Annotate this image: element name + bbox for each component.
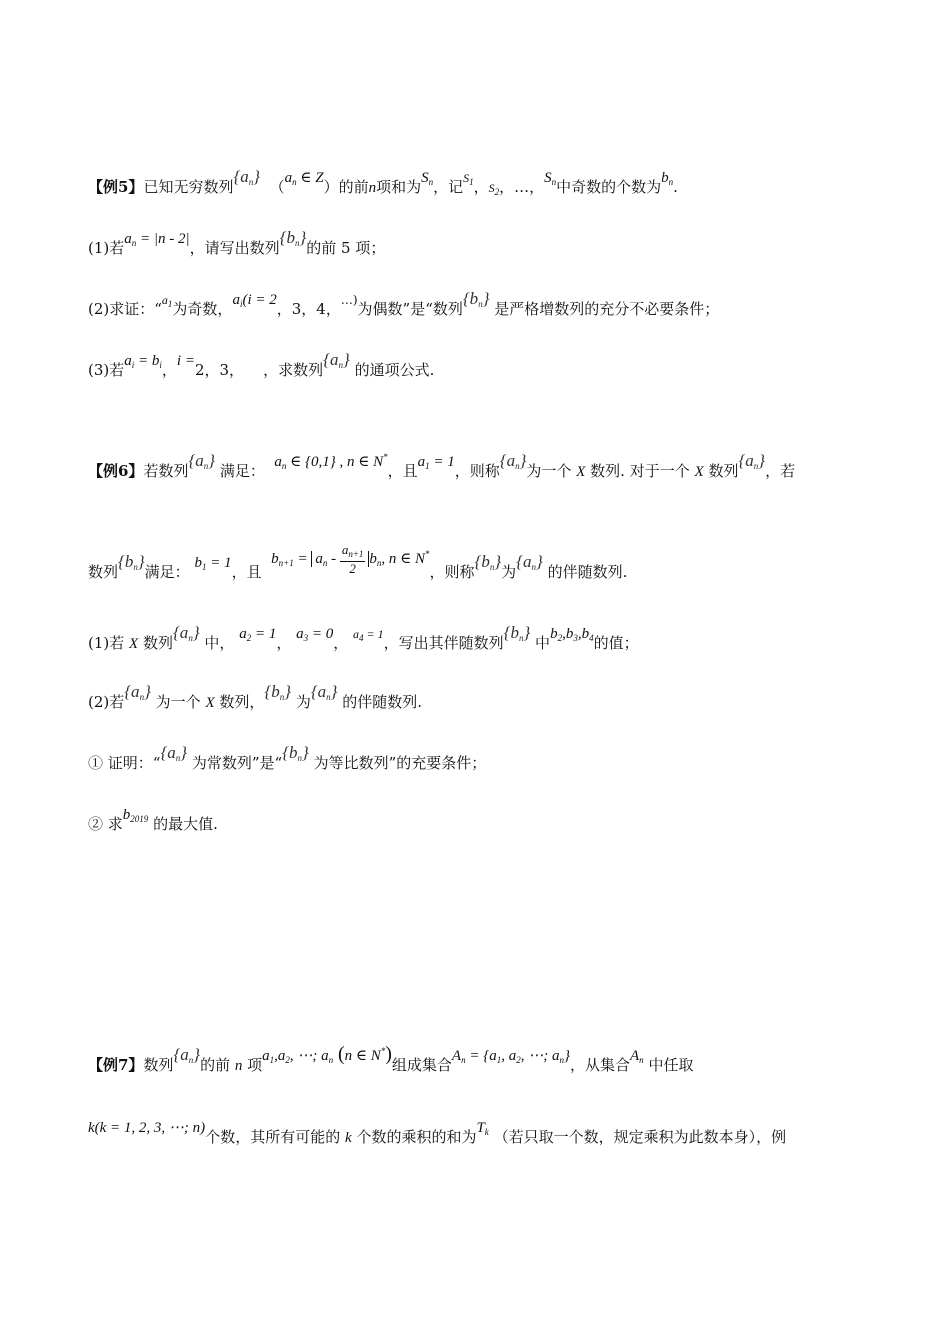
example-6-statement-cont: 数列$\{b_n\}$满足： $b_1 = 1$，且 $b_{n+1} = a_n$ - $\frac{a_{n+1}}{2}$ $b_n$, n ∈ N*，则称$\{b_n\}$为$\{a_n\}$ 的伴随数列. (88, 542, 628, 581)
example-7-label: 【例7】 (88, 1056, 144, 1074)
example-6-claim-1: ① 证明：“$\{a_n\}$ 为常数列”是“$\{b_n\}$ 为等比数列”的充要条件； (88, 743, 487, 772)
example-5-question-3: (3)若$a_i = b_i$，i =2，3， ，求数列$\{a_n\}$ 的通项公式. (88, 350, 435, 379)
sequence-a-n: $\{a_n\}$ (233, 167, 261, 187)
example-6-label: 【例6】 (88, 462, 144, 480)
example-6-statement: 【例6】若数列$\{a_n\}$ 满足： $a_n$ ∈ {0,1} , n ∈ N*，且$a_1 = 1$，则称$\{a_n\}$为一个 X 数列. 对于一个 X 数列$\{a_n\}$，若 (88, 451, 796, 480)
example-5-question-1: (1)若$a_n = |n - 2|$，请写出数列$\{b_n\}$的前 5 项； (88, 228, 386, 257)
recurrence-formula: $b_{n+1} = a_n$ - $\frac{a_{n+1}}{2}$ $b_n$, n ∈ N* (271, 542, 430, 577)
example-5-statement: 【例5】已知无穷数列$\{a_n\}$ （$a_n$ ∈ Z）的前n项和为$S_n$，记$^{S_1}$，$S_2$，…，$S_n$中奇数的个数为$b_n$. (88, 167, 678, 197)
example-5-question-2: (2)求证：“$^{a_1}$为奇数，$a_i(i = 2$，3，4，…)为偶数”是“数列$\{b_n\}$ 是严格增数列的充分不必要条件； (88, 289, 720, 318)
example-6-question-2: (2)若$\{a_n\}$ 为一个 X 数列，$\{b_n\}$ 为$\{a_n\}$ 的伴随数列. (88, 682, 423, 711)
a-n-in-z: $a_n$ ∈ Z (284, 170, 324, 187)
example-5-label: 【例5】 (88, 178, 144, 196)
example-6-question-1: (1)若 X 数列$\{a_n\}$ 中， $a_2 = 1$， $a_3 = 0$， $^{a_4 = 1}$，写出其伴随数列$\{b_n\}$ 中$b_2,b_3,b_4$的值； (88, 623, 639, 652)
example-7-statement: 【例7】数列$\{a_n\}$的前 n 项$a_1,a_2$, ⋯; $a_n$ (n ∈ N*)组成集合$A_n = \{a_1$, $a_2$, ⋯; $a_n$}，从集合$A_n$ 中任取 (88, 1043, 694, 1074)
example-7-statement-cont: k(k = 1, 2, 3, ⋯; n)个数，其所有可能的 k 个数的乘积的和为$T_k$ （若只取一个数，规定乘积为此数本身），例 (88, 1120, 787, 1146)
example-6-claim-2: ② 求$b_{2019}$ 的最大值. (88, 807, 218, 833)
